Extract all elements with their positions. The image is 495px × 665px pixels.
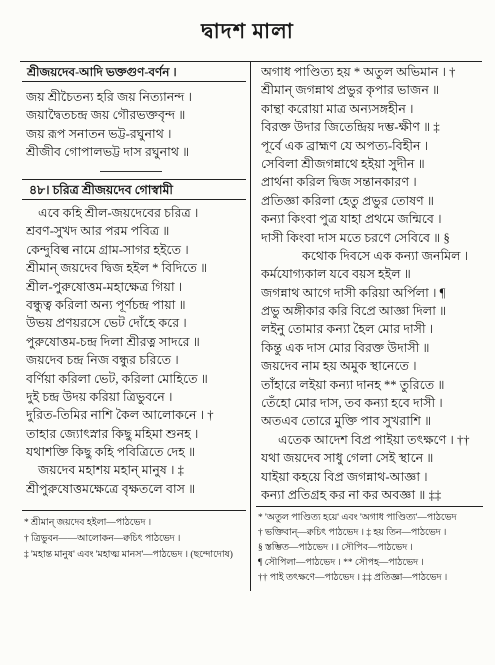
footnote: * শ্রীমান্ জয়দেব হইলা—পাঠভেদ ।: [24, 518, 152, 528]
invocation-line: জয় রূপ সনাতন ভট্ট-রঘুনাথ ।: [26, 126, 172, 141]
verse-line: তাহার জ্যোৎস্নার কিছু মহিমা শুনহ ।: [26, 426, 199, 441]
chapter-heading: ৪৮। চরিত্র শ্রীজয়দেব গোস্বামী: [22, 179, 246, 200]
verse-line: দুই চন্দ্র উদয় করিয়া ত্রিভুবনে ।: [26, 389, 173, 404]
footnote: * 'অতুল পাণ্ডিত্য হয়ে' এবং 'অগাধ পাণ্ডিত্য'—পাঠভেদ: [258, 513, 457, 523]
footnote: ¶ সৌপিলা—পাঠভেদ । ** সৌপহ—পাঠভেদ ।: [258, 558, 424, 568]
verse-line: বর্ণিয়া করিলা ভেট, করিলা মোহিতে ॥: [26, 371, 208, 386]
footnote: ‡ 'মহান্ত মানুষ' এবং 'মহাত্ম মানস'—পাঠভেদ । (ছন্দোদোষ): [24, 550, 233, 560]
footnote: † ভক্তিবান্—ক্বচিৎ পাঠভেদ । ‡ হয় তিন—পাঠভেদ ।: [258, 528, 447, 538]
footnote: † ত্রিভুবন——আলোকন—ক্বচিৎ পাঠভেদ ।: [24, 534, 181, 544]
verse-line: শ্রীল-পুরুষোত্তম-মহাক্ষেত্র গিয়া ।: [26, 279, 183, 294]
verse-line: বিরক্ত উদার জিতেন্দ্রিয় দম্ভ-ক্ষীণ ॥ ‡: [261, 120, 440, 135]
verse-line: কর্মযোগ্যকাল যবে বয়স হইল ॥: [261, 267, 411, 282]
invocation-block: [26, 88, 246, 162]
verse-line: তাঁহারে লইয়া কন্যা দানহ ** তুরিতে ॥: [261, 377, 445, 392]
verse-line: অগাধ পাণ্ডিত্য হয় * অতুল অভিমান । †: [261, 65, 456, 79]
verse-line: অতএব তোরে মুক্তি পাব সুখরাশি ॥: [261, 414, 432, 429]
verse-line: যাইয়া কহয়ে বিপ্র জগন্নাথ-আজ্ঞা ।: [261, 469, 428, 484]
verse-line: কেন্দুবিল্ব নামে গ্রাম-সাগর হইতে ।: [26, 242, 189, 257]
verse-block: [261, 63, 483, 504]
verse-line: পুরুষোত্তম-চন্দ্র দিলা শ্রীরত্ন সাদরে ॥: [26, 334, 200, 349]
verse-line: জয়দেব নাম হয় অমুক স্থানেতে ।: [261, 359, 417, 374]
verse-line: তেঁহো মোর দাস, তব কন্যা হবে দাসী ।: [261, 396, 443, 411]
verse-line: প্রার্থনা করিল দ্বিজ সন্তানকারণ ।: [261, 175, 417, 190]
section-heading: শ্রীজয়দেব-আদি ভক্তগুণ-বর্ণন ।: [22, 62, 246, 82]
verse-line: প্রতিজ্ঞা করিলা হেতু প্রভুর তোষণ ॥: [261, 193, 435, 208]
verse-line: শ্রীমান্ জয়দেব দ্বিজ হইল * বিদিতে ॥: [26, 261, 208, 276]
footnote: †† পাই তৎক্ষণে—পাঠভেদ । ‡‡ প্রতিজ্ঞা—পাঠভেদ ।: [258, 573, 448, 583]
footnote-block: [258, 511, 483, 586]
footnote-rule: [256, 506, 483, 507]
footnote: § স্তম্ভিত—পাঠভেদ । ‖ সৌপিব—পাঠভেদ ।: [258, 543, 413, 553]
verse-line: জয়দেব মহাশয় মহান্ মানুষ । ‡: [38, 463, 184, 478]
verse-line: শ্রবণ-সুখদ আর পরম পবিত্র ॥: [26, 224, 170, 239]
verse-line: এবে কহি শ্রীল-জয়দেবের চরিত্র ।: [38, 206, 199, 220]
footnote-rule: [22, 510, 246, 511]
column-divider: [250, 61, 251, 591]
verse-line: যথা জয়দেব সাধু গেলা সেই স্থানে ॥: [261, 451, 434, 466]
verse-line: এতেক আদেশ বিপ্র পাইয়া তৎক্ষণে । ††: [278, 432, 470, 447]
section-divider: [100, 171, 162, 172]
verse-line: বন্ধুত্ব করিলা অন্য পূর্ণচন্দ্র পায়া ॥: [26, 297, 186, 312]
verse-line: প্রভু অঙ্গীকার করি বিপ্রে আজ্ঞা দিলা ॥: [261, 304, 447, 319]
verse-line: শ্রীপুরুষোত্তমক্ষেত্রে বৃক্ষতলে বাস ॥: [26, 481, 196, 496]
verse-block: [26, 204, 246, 498]
invocation-line: জয়াদ্বৈতচন্দ্র জয় গৌরভক্তবৃন্দ ॥: [26, 108, 186, 123]
verse-line: দাসী কিংবা দাস মতে চরণে সেবিবে ॥ §: [261, 230, 450, 245]
verse-line: পূর্বে এক ব্রাহ্মণ যে অপত্য-বিহীন ।: [261, 138, 429, 153]
verse-line: জয়দেব চন্দ্র নিজ বন্ধুর চরিতে ।: [26, 353, 179, 368]
verse-line: লইনু তোমার কন্যা হৈল মোর দাসী ।: [261, 322, 434, 337]
verse-line: কন্যা কিংবা পুত্র যাহা প্রথমে জন্মিবে ।: [261, 212, 442, 227]
verse-line: কিন্তু এক দাস মোর বিরক্ত উদাসী ॥: [261, 340, 430, 355]
verse-line: শ্রীমান্ জগন্নাথ প্রভুর কৃপার ভাজন ॥: [261, 83, 440, 98]
verse-line: সেবিলা শ্রীজগন্নাথে হইয়া সুদীন ॥: [261, 156, 425, 171]
verse-line: উভয় প্রণয়রসে ভেট দোঁহে করে ।: [26, 316, 187, 331]
invocation-line: জয় শ্রীচৈতন্য হরি জয় নিত্যানন্দ ।: [26, 90, 193, 104]
verse-line: কন্যা প্রতিগ্রহ কর না কর অবজ্ঞা ॥ ‡‡: [261, 487, 442, 502]
invocation-line: শ্রীজীব গোপালভট্ট দাস রঘুনাথ ॥: [26, 145, 190, 160]
verse-line: কথোক দিবসে এক কন্যা জনমিল ।: [302, 248, 469, 263]
footnote-block: [24, 515, 246, 563]
verse-line: জগন্নাথ আগে দাসী করিয়া অর্পিলা । ¶: [261, 285, 446, 300]
verse-line: দুরিত-তিমির নাশি কৈল আলোকনে । †: [26, 408, 214, 423]
page-title: দ্বাদশ মালা: [201, 19, 294, 43]
verse-line: কান্থা করোয়া মাত্র অন্যসঙ্গহীন ।: [261, 101, 414, 116]
verse-line: যথাশক্তি কিছু কহি পবিত্রিতে দেহ ॥: [26, 445, 196, 460]
